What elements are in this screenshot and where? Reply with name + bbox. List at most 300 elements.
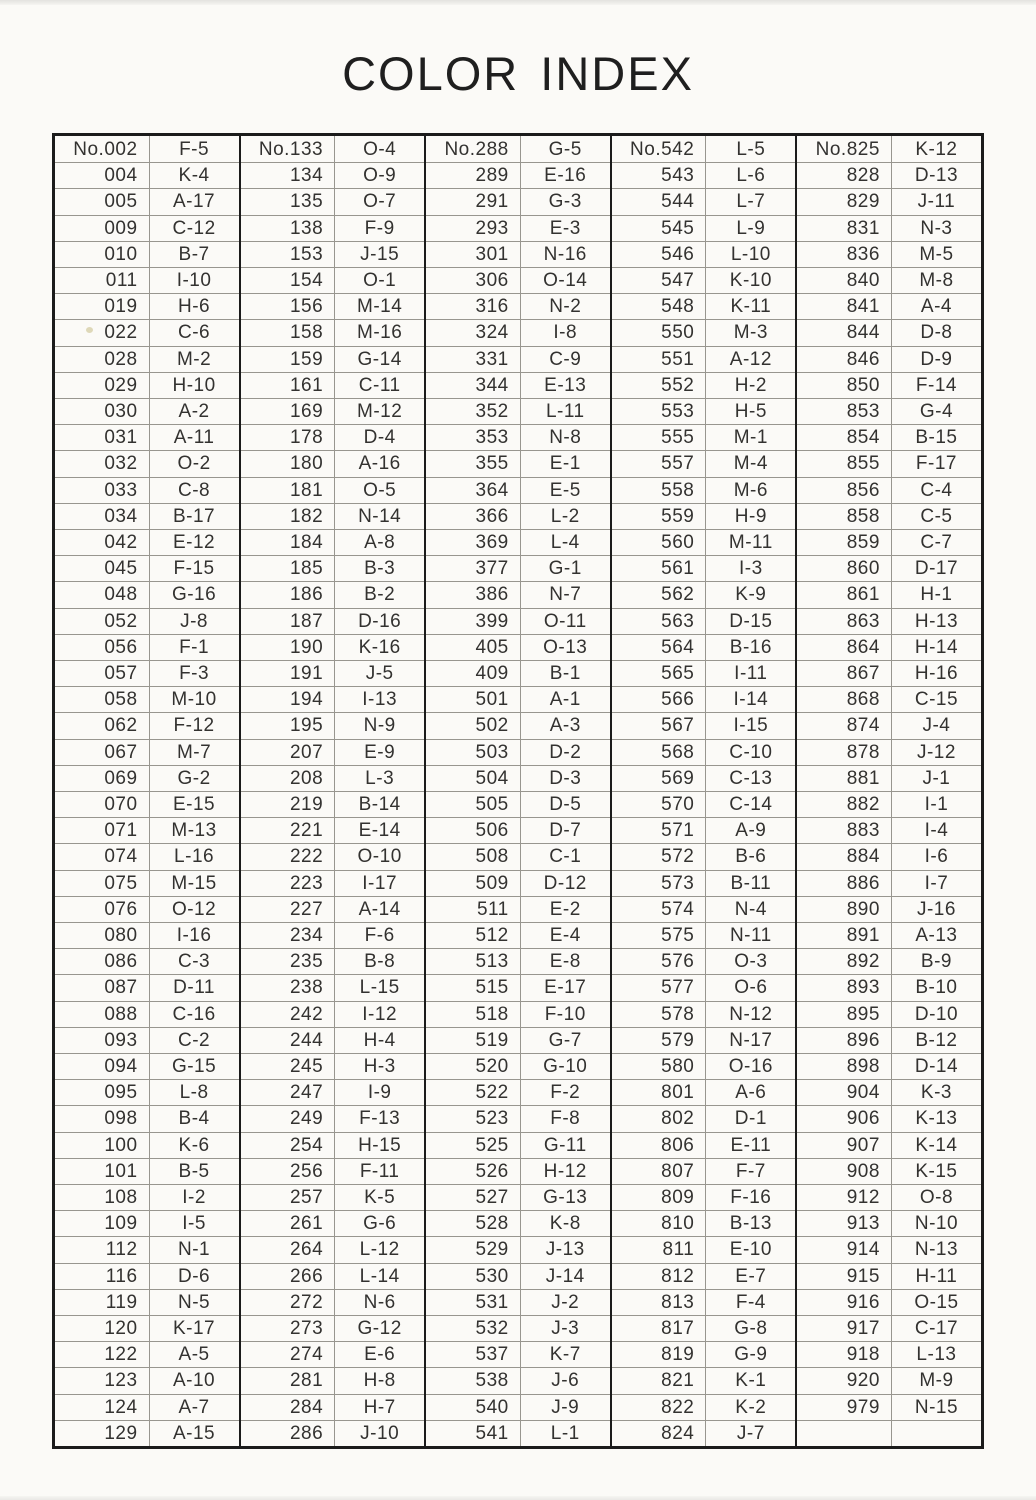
number-cell: 578	[612, 1001, 707, 1027]
code-cell: J-12	[892, 739, 981, 765]
code-cell: M-12	[335, 398, 424, 424]
code-cell: L-2	[521, 503, 610, 529]
number-cell: 503	[426, 739, 521, 765]
code-cell: L-12	[335, 1236, 424, 1262]
code-cell: C-6	[150, 319, 239, 345]
page-title: COLOR INDEX	[342, 47, 694, 100]
number-cell: 557	[612, 450, 707, 476]
code-cell: B-13	[706, 1210, 795, 1236]
number-cell: 563	[612, 608, 707, 634]
number-cell: 005	[55, 188, 150, 214]
code-cell: E-5	[521, 477, 610, 503]
code-cell: O-2	[150, 450, 239, 476]
code-cell: N-6	[335, 1289, 424, 1315]
number-cell: 530	[426, 1263, 521, 1289]
number-cell: 573	[612, 870, 707, 896]
number-cell: 264	[241, 1236, 336, 1262]
number-cell: 058	[55, 686, 150, 712]
number-cell: 030	[55, 398, 150, 424]
code-cell: B-3	[335, 555, 424, 581]
code-cell: M-7	[150, 739, 239, 765]
number-cell: 181	[241, 477, 336, 503]
code-cell: A-4	[892, 293, 981, 319]
code-cell: K-13	[892, 1105, 981, 1131]
code-cell: K-4	[150, 162, 239, 188]
number-cell: 520	[426, 1053, 521, 1079]
code-cell: L-1	[521, 1420, 610, 1446]
code-cell: C-16	[150, 1001, 239, 1027]
code-cell: E-6	[335, 1341, 424, 1367]
number-cell: 069	[55, 765, 150, 791]
code-cell: C-14	[706, 791, 795, 817]
number-cell: 249	[241, 1105, 336, 1131]
number-cell: 896	[797, 1027, 892, 1053]
number-cell: 153	[241, 241, 336, 267]
number-cell: 537	[426, 1341, 521, 1367]
number-cell: 868	[797, 686, 892, 712]
code-cell: J-2	[521, 1289, 610, 1315]
number-cell: 208	[241, 765, 336, 791]
code-cell: B-1	[521, 660, 610, 686]
number-cell: 551	[612, 346, 707, 372]
code-cell: N-15	[892, 1394, 981, 1420]
code-cell: D-12	[521, 870, 610, 896]
code-cell: F-9	[335, 215, 424, 241]
code-cell: H-3	[335, 1053, 424, 1079]
number-cell: 134	[241, 162, 336, 188]
code-cell: I-12	[335, 1001, 424, 1027]
number-cell: 511	[426, 896, 521, 922]
code-cell: J-1	[892, 765, 981, 791]
code-cell: M-9	[892, 1367, 981, 1393]
code-cell: I-14	[706, 686, 795, 712]
number-cell: 893	[797, 974, 892, 1000]
number-cell: 541	[426, 1420, 521, 1446]
code-cell: N-5	[150, 1289, 239, 1315]
code-cell: A-17	[150, 188, 239, 214]
number-cell: 836	[797, 241, 892, 267]
number-cell: 527	[426, 1184, 521, 1210]
number-cell: 129	[55, 1420, 150, 1446]
number-cell: 546	[612, 241, 707, 267]
number-cell: 525	[426, 1132, 521, 1158]
code-cell: O-9	[335, 162, 424, 188]
number-cell: 100	[55, 1132, 150, 1158]
number-cell: 562	[612, 581, 707, 607]
code-cell: H-6	[150, 293, 239, 319]
number-cell: 238	[241, 974, 336, 1000]
code-cell: E-3	[521, 215, 610, 241]
code-cell: J-10	[335, 1420, 424, 1446]
code-cell: B-10	[892, 974, 981, 1000]
number-cell: 095	[55, 1079, 150, 1105]
number-cell: 369	[426, 529, 521, 555]
number-cell: 859	[797, 529, 892, 555]
number-cell: 256	[241, 1158, 336, 1184]
number-cell: 052	[55, 608, 150, 634]
code-cell: A-8	[335, 529, 424, 555]
code-cell: E-16	[521, 162, 610, 188]
number-cell: 028	[55, 346, 150, 372]
number-cell: 528	[426, 1210, 521, 1236]
code-cell: A-1	[521, 686, 610, 712]
code-cell: F-5	[179, 138, 210, 160]
number-cell: 180	[241, 450, 336, 476]
code-cell: D-9	[892, 346, 981, 372]
number-cell: 034	[55, 503, 150, 529]
code-cell: I-17	[335, 870, 424, 896]
number-cell: 802	[612, 1105, 707, 1131]
number-cell: 124	[55, 1394, 150, 1420]
number-cell: 515	[426, 974, 521, 1000]
code-cell: N-14	[335, 503, 424, 529]
code-cell: N-1	[150, 1236, 239, 1262]
code-cell: L-8	[150, 1079, 239, 1105]
code-cell: A-2	[150, 398, 239, 424]
number-cell: 509	[426, 870, 521, 896]
code-cell: K-5	[335, 1184, 424, 1210]
code-cell: D-6	[150, 1263, 239, 1289]
number-cell: 904	[797, 1079, 892, 1105]
code-cell: M-10	[150, 686, 239, 712]
code-cell: A-14	[335, 896, 424, 922]
number-cell: 109	[55, 1210, 150, 1236]
code-cell: L-7	[706, 188, 795, 214]
code-cell: F-14	[892, 372, 981, 398]
code-cell: G-3	[521, 188, 610, 214]
code-cell: J-6	[521, 1367, 610, 1393]
number-cell: 222	[241, 843, 336, 869]
code-cell: I-5	[150, 1210, 239, 1236]
number-cell: 067	[55, 739, 150, 765]
code-cell: N-11	[706, 922, 795, 948]
number-cell: 895	[797, 1001, 892, 1027]
number-cell: 093	[55, 1027, 150, 1053]
number-cell: 580	[612, 1053, 707, 1079]
code-cell: E-14	[335, 817, 424, 843]
number-cell: 186	[241, 581, 336, 607]
number-cell: 824	[612, 1420, 707, 1446]
code-cell: O-16	[706, 1053, 795, 1079]
number-cell: No.133	[241, 136, 336, 162]
number-cell: 219	[241, 791, 336, 817]
number-cell: 801	[612, 1079, 707, 1105]
code-cell: A-10	[150, 1367, 239, 1393]
code-cell: I-9	[335, 1079, 424, 1105]
number-cell: 242	[241, 1001, 336, 1027]
code-cell: H-8	[335, 1367, 424, 1393]
code-cell: E-8	[521, 948, 610, 974]
number-cell: 009	[55, 215, 150, 241]
number-cell: 221	[241, 817, 336, 843]
number-cell: 575	[612, 922, 707, 948]
code-cell: C-1	[521, 843, 610, 869]
code-cell: N-4	[706, 896, 795, 922]
code-cell: A-13	[892, 922, 981, 948]
code-cell: C-7	[892, 529, 981, 555]
code-cell: F-6	[335, 922, 424, 948]
code-cell: E-13	[521, 372, 610, 398]
number-cell: 344	[426, 372, 521, 398]
code-cell: O-7	[335, 188, 424, 214]
number-cell: 518	[426, 1001, 521, 1027]
number-cell: 122	[55, 1341, 150, 1367]
number-cell: 807	[612, 1158, 707, 1184]
code-cell: B-17	[150, 503, 239, 529]
code-cell: B-9	[892, 948, 981, 974]
code-cell: E-12	[150, 529, 239, 555]
code-cell: A-6	[706, 1079, 795, 1105]
number-cell: 504	[426, 765, 521, 791]
code-cell: H-9	[706, 503, 795, 529]
number-cell: 033	[55, 477, 150, 503]
code-cell: L-14	[335, 1263, 424, 1289]
number-cell: 569	[612, 765, 707, 791]
number-cell: 882	[797, 791, 892, 817]
code-cell: H-16	[892, 660, 981, 686]
code-cell: K-10	[706, 267, 795, 293]
number-cell: 883	[797, 817, 892, 843]
number-cell: 086	[55, 948, 150, 974]
code-cell: I-1	[892, 791, 981, 817]
code-cell: K-15	[892, 1158, 981, 1184]
code-cell: G-11	[521, 1132, 610, 1158]
code-cell: L-3	[335, 765, 424, 791]
code-cell: O-14	[521, 267, 610, 293]
code-cell: G-16	[150, 581, 239, 607]
number-cell: 098	[55, 1105, 150, 1131]
code-cell: J-9	[521, 1394, 610, 1420]
code-cell: I-3	[706, 555, 795, 581]
number-cell: 861	[797, 581, 892, 607]
code-cell: E-10	[706, 1236, 795, 1262]
number-cell: 840	[797, 267, 892, 293]
number-cell: 548	[612, 293, 707, 319]
code-cell: J-4	[892, 712, 981, 738]
number-cell: 138	[241, 215, 336, 241]
number-cell: 159	[241, 346, 336, 372]
code-cell: G-8	[706, 1315, 795, 1341]
code-cell: D-5	[521, 791, 610, 817]
code-cell: D-7	[521, 817, 610, 843]
code-cell: N-10	[892, 1210, 981, 1236]
code-cell: E-1	[521, 450, 610, 476]
number-cell: 088	[55, 1001, 150, 1027]
code-cell: D-4	[335, 424, 424, 450]
number-cell: 223	[241, 870, 336, 896]
number-cell: 293	[426, 215, 521, 241]
code-cell: F-15	[150, 555, 239, 581]
code-cell: J-3	[521, 1315, 610, 1341]
number-cell: 316	[426, 293, 521, 319]
number-cell: 817	[612, 1315, 707, 1341]
number-cell: 908	[797, 1158, 892, 1184]
number-cell: 004	[55, 162, 150, 188]
code-cell: B-5	[150, 1158, 239, 1184]
number-cell: 274	[241, 1341, 336, 1367]
code-cell: D-13	[892, 162, 981, 188]
number-cell: 377	[426, 555, 521, 581]
code-cell: H-13	[892, 608, 981, 634]
number-cell: 506	[426, 817, 521, 843]
number-cell: 543	[612, 162, 707, 188]
code-cell: C-8	[150, 477, 239, 503]
number-cell: 576	[612, 948, 707, 974]
number-cell: 529	[426, 1236, 521, 1262]
code-cell: O-1	[335, 267, 424, 293]
number-cell: 257	[241, 1184, 336, 1210]
number-cell: 572	[612, 843, 707, 869]
code-cell: H-7	[335, 1394, 424, 1420]
number-cell: 545	[612, 215, 707, 241]
number-cell: 273	[241, 1315, 336, 1341]
column-group-2	[239, 136, 425, 1446]
number-cell: 571	[612, 817, 707, 843]
number-cell: 560	[612, 529, 707, 555]
number-cell: 898	[797, 1053, 892, 1079]
number-cell: 247	[241, 1079, 336, 1105]
code-cell: B-2	[335, 581, 424, 607]
code-cell: J-13	[521, 1236, 610, 1262]
code-cell: M-5	[892, 241, 981, 267]
code-cell: A-12	[706, 346, 795, 372]
number-cell: 915	[797, 1263, 892, 1289]
code-cell: G-1	[521, 555, 610, 581]
number-cell: 032	[55, 450, 150, 476]
code-cell: L-5	[736, 138, 766, 160]
number-cell: 890	[797, 896, 892, 922]
code-cell: F-13	[335, 1105, 424, 1131]
code-cell: J-16	[892, 896, 981, 922]
code-cell: C-17	[892, 1315, 981, 1341]
number-cell: 116	[55, 1263, 150, 1289]
code-cell: C-12	[150, 215, 239, 241]
number-cell: 135	[241, 188, 336, 214]
code-cell: K-3	[892, 1079, 981, 1105]
code-cell: B-12	[892, 1027, 981, 1053]
number-cell: 324	[426, 319, 521, 345]
code-cell: I-10	[150, 267, 239, 293]
code-cell: L-6	[706, 162, 795, 188]
code-cell: B-11	[706, 870, 795, 896]
code-cell: A-9	[706, 817, 795, 843]
code-cell: F-1	[150, 634, 239, 660]
code-cell: M-3	[706, 319, 795, 345]
code-cell: K-9	[706, 581, 795, 607]
number-cell: 544	[612, 188, 707, 214]
code-cell: N-2	[521, 293, 610, 319]
code-cell: F-10	[521, 1001, 610, 1027]
scan-speck	[86, 327, 93, 333]
number-cell: 191	[241, 660, 336, 686]
number-cell: 809	[612, 1184, 707, 1210]
number-cell: 863	[797, 608, 892, 634]
code-cell: L-13	[892, 1341, 981, 1367]
number-cell: 195	[241, 712, 336, 738]
code-cell: K-1	[706, 1367, 795, 1393]
code-cell: B-7	[150, 241, 239, 267]
code-cell: O-4	[363, 138, 397, 160]
number-cell: 811	[612, 1236, 707, 1262]
code-cell: J-8	[150, 608, 239, 634]
number-cell: 245	[241, 1053, 336, 1079]
number-cell: 386	[426, 581, 521, 607]
number-cell: 854	[797, 424, 892, 450]
code-cell: H-14	[892, 634, 981, 660]
code-cell: F-4	[706, 1289, 795, 1315]
number-cell: 570	[612, 791, 707, 817]
code-cell: K-6	[150, 1132, 239, 1158]
code-cell: O-5	[335, 477, 424, 503]
number-cell: 156	[241, 293, 336, 319]
code-cell: D-15	[706, 608, 795, 634]
code-cell: H-12	[521, 1158, 610, 1184]
code-cell: K-2	[706, 1394, 795, 1420]
number-cell: 523	[426, 1105, 521, 1131]
number-cell: 187	[241, 608, 336, 634]
number-cell: 158	[241, 319, 336, 345]
number-cell: 087	[55, 974, 150, 1000]
number-cell: 301	[426, 241, 521, 267]
number-cell: 884	[797, 843, 892, 869]
code-cell: A-3	[521, 712, 610, 738]
number-cell: 178	[241, 424, 336, 450]
number-cell: 045	[55, 555, 150, 581]
number-cell: 918	[797, 1341, 892, 1367]
number-cell: 841	[797, 293, 892, 319]
number-cell: 886	[797, 870, 892, 896]
code-cell: D-16	[335, 608, 424, 634]
code-cell: G-2	[150, 765, 239, 791]
code-cell: H-11	[892, 1263, 981, 1289]
code-cell	[892, 1420, 981, 1446]
code-cell: B-8	[335, 948, 424, 974]
number-cell: 284	[241, 1394, 336, 1420]
number-cell: 019	[55, 293, 150, 319]
number-cell: 119	[55, 1289, 150, 1315]
number-cell: 906	[797, 1105, 892, 1131]
number-cell: No.825	[797, 136, 892, 162]
number-cell: 555	[612, 424, 707, 450]
code-cell: H-2	[706, 372, 795, 398]
number-cell: 071	[55, 817, 150, 843]
code-cell: C-5	[892, 503, 981, 529]
code-cell: F-2	[521, 1079, 610, 1105]
number-cell: 355	[426, 450, 521, 476]
number-cell: 822	[612, 1394, 707, 1420]
number-cell: 190	[241, 634, 336, 660]
number-cell: 409	[426, 660, 521, 686]
code-cell: O-12	[150, 896, 239, 922]
code-cell: G-5	[548, 138, 582, 160]
number-cell: 254	[241, 1132, 336, 1158]
code-cell: M-6	[706, 477, 795, 503]
number-cell: 891	[797, 922, 892, 948]
code-cell: L-9	[706, 215, 795, 241]
code-cell: L-4	[521, 529, 610, 555]
number-cell: 561	[612, 555, 707, 581]
number-cell: 080	[55, 922, 150, 948]
number-cell: 101	[55, 1158, 150, 1184]
color-index-table	[52, 133, 984, 1449]
code-cell: G-9	[706, 1341, 795, 1367]
number-cell: 353	[426, 424, 521, 450]
number-cell: 508	[426, 843, 521, 869]
number-cell: 531	[426, 1289, 521, 1315]
code-cell: D-10	[892, 1001, 981, 1027]
code-cell: A-5	[150, 1341, 239, 1367]
code-cell: F-8	[521, 1105, 610, 1131]
